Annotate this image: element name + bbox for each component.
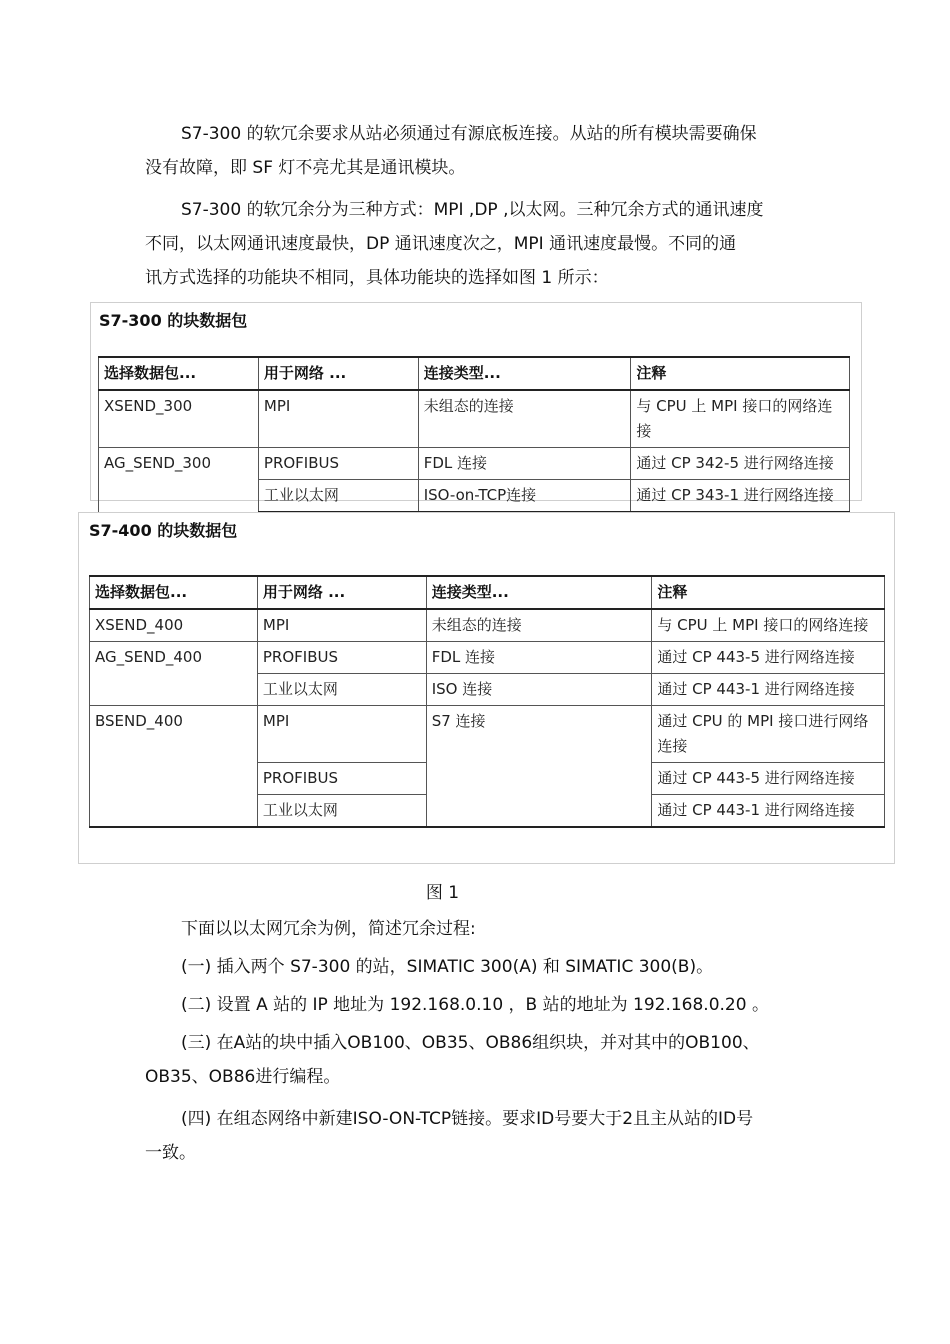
header-comment: 注释	[631, 357, 850, 390]
table-header-row	[90, 576, 885, 609]
text-line: 一致。	[145, 1143, 196, 1163]
cell-connection-type: ISO-on-TCP连接	[418, 480, 631, 513]
cell-connection-type: 未组态的连接	[418, 390, 631, 448]
text-line: S7-300 的软冗余要求从站必须通过有源底板连接。从站的所有模块需要确保	[181, 124, 757, 144]
table-row	[90, 609, 885, 642]
s7-400-table	[89, 575, 885, 828]
cell-connection-type: ISO 连接	[426, 674, 652, 706]
step-4	[145, 1102, 810, 1170]
cell-comment: 通过 CP 342-5 进行网络连接	[631, 448, 850, 480]
cell-network: PROFIBUS	[257, 642, 426, 674]
header-connection-type: 连接类型...	[426, 576, 652, 609]
cell-comment: 与 CPU 上 MPI 接口的网络连接	[652, 609, 885, 642]
text-line: (二) 设置 A 站的 IP 地址为 192.168.0.10 ，B 站的地址为 192.168.0.20 。	[181, 995, 769, 1015]
cell-network: MPI	[257, 706, 426, 763]
text-line: (三) 在A站的块中插入OB100、OB35、OB86组织块，并对其中的OB100、	[181, 1033, 760, 1053]
s7-300-table	[98, 356, 850, 513]
step-2	[145, 988, 810, 1022]
intro-paragraph-2	[145, 193, 810, 295]
cell-network: MPI	[257, 609, 426, 642]
cell-package: XSEND_300	[99, 390, 259, 448]
cell-connection-type: FDL 连接	[418, 448, 631, 480]
cell-comment: 通过 CPU 的 MPI 接口进行网络连接	[652, 706, 885, 763]
cell-comment: 通过 CP 443-5 进行网络连接	[652, 763, 885, 795]
text-line: 不同，以太网通讯速度最快，DP 通讯速度次之，MPI 通讯速度最慢。不同的通	[145, 234, 737, 254]
step-1	[145, 950, 810, 984]
s7-300-table-title: S7-300 的块数据包	[99, 311, 248, 330]
cell-package: BSEND_400	[90, 706, 258, 828]
text-line: 没有故障，即 SF 灯不亮尤其是通讯模块。	[145, 158, 466, 178]
cell-network: 工业以太网	[257, 795, 426, 828]
table-row	[99, 390, 850, 448]
cell-comment: 通过 CP 443-1 进行网络连接	[652, 674, 885, 706]
header-package: 选择数据包...	[99, 357, 259, 390]
table-row	[90, 706, 885, 763]
table-row	[90, 642, 885, 674]
step-3	[145, 1026, 810, 1094]
cell-connection-type: 未组态的连接	[426, 609, 652, 642]
text-line: (四) 在组态网络中新建ISO-ON-TCP链接。要求ID号要大于2且主从站的ID号	[181, 1109, 754, 1129]
table-row	[99, 448, 850, 480]
s7-400-figure	[78, 512, 895, 864]
cell-network: 工业以太网	[257, 674, 426, 706]
header-network: 用于网络 ...	[258, 357, 418, 390]
cell-network: MPI	[258, 390, 418, 448]
cell-comment: 通过 CP 343-1 进行网络连接	[631, 480, 850, 513]
steps-intro	[145, 912, 810, 946]
cell-network: PROFIBUS	[257, 763, 426, 795]
s7-400-table-title: S7-400 的块数据包	[89, 521, 238, 540]
cell-network: PROFIBUS	[258, 448, 418, 480]
text-line: (一) 插入两个 S7-300 的站，SIMATIC 300(A) 和 SIMATIC 300(B)。	[181, 957, 714, 977]
text-line: 讯方式选择的功能块不相同，具体功能块的选择如图 1 所示：	[145, 268, 609, 288]
header-network: 用于网络 ...	[257, 576, 426, 609]
cell-connection-type: S7 连接	[426, 706, 652, 828]
text-line: 下面以以太网冗余为例，简述冗余过程:	[181, 919, 476, 939]
cell-comment: 与 CPU 上 MPI 接口的网络连接	[631, 390, 850, 448]
s7-300-figure	[90, 302, 862, 504]
cell-package: AG_SEND_300	[99, 448, 259, 513]
cell-package: AG_SEND_400	[90, 642, 258, 706]
cell-comment: 通过 CP 443-5 进行网络连接	[652, 642, 885, 674]
table-header-row	[99, 357, 850, 390]
header-comment: 注释	[652, 576, 885, 609]
cell-connection-type: FDL 连接	[426, 642, 652, 674]
header-package: 选择数据包...	[90, 576, 258, 609]
cell-comment: 通过 CP 443-1 进行网络连接	[652, 795, 885, 828]
text-line: OB35、OB86进行编程。	[145, 1067, 341, 1087]
figure-caption: 图 1	[425, 883, 460, 903]
intro-paragraph-1	[145, 117, 810, 185]
cell-network: 工业以太网	[258, 480, 418, 513]
text-line: S7-300 的软冗余分为三种方式：MPI ,DP ,以太网。三种冗余方式的通讯速度	[181, 200, 764, 220]
header-connection-type: 连接类型...	[418, 357, 631, 390]
cell-package: XSEND_400	[90, 609, 258, 642]
